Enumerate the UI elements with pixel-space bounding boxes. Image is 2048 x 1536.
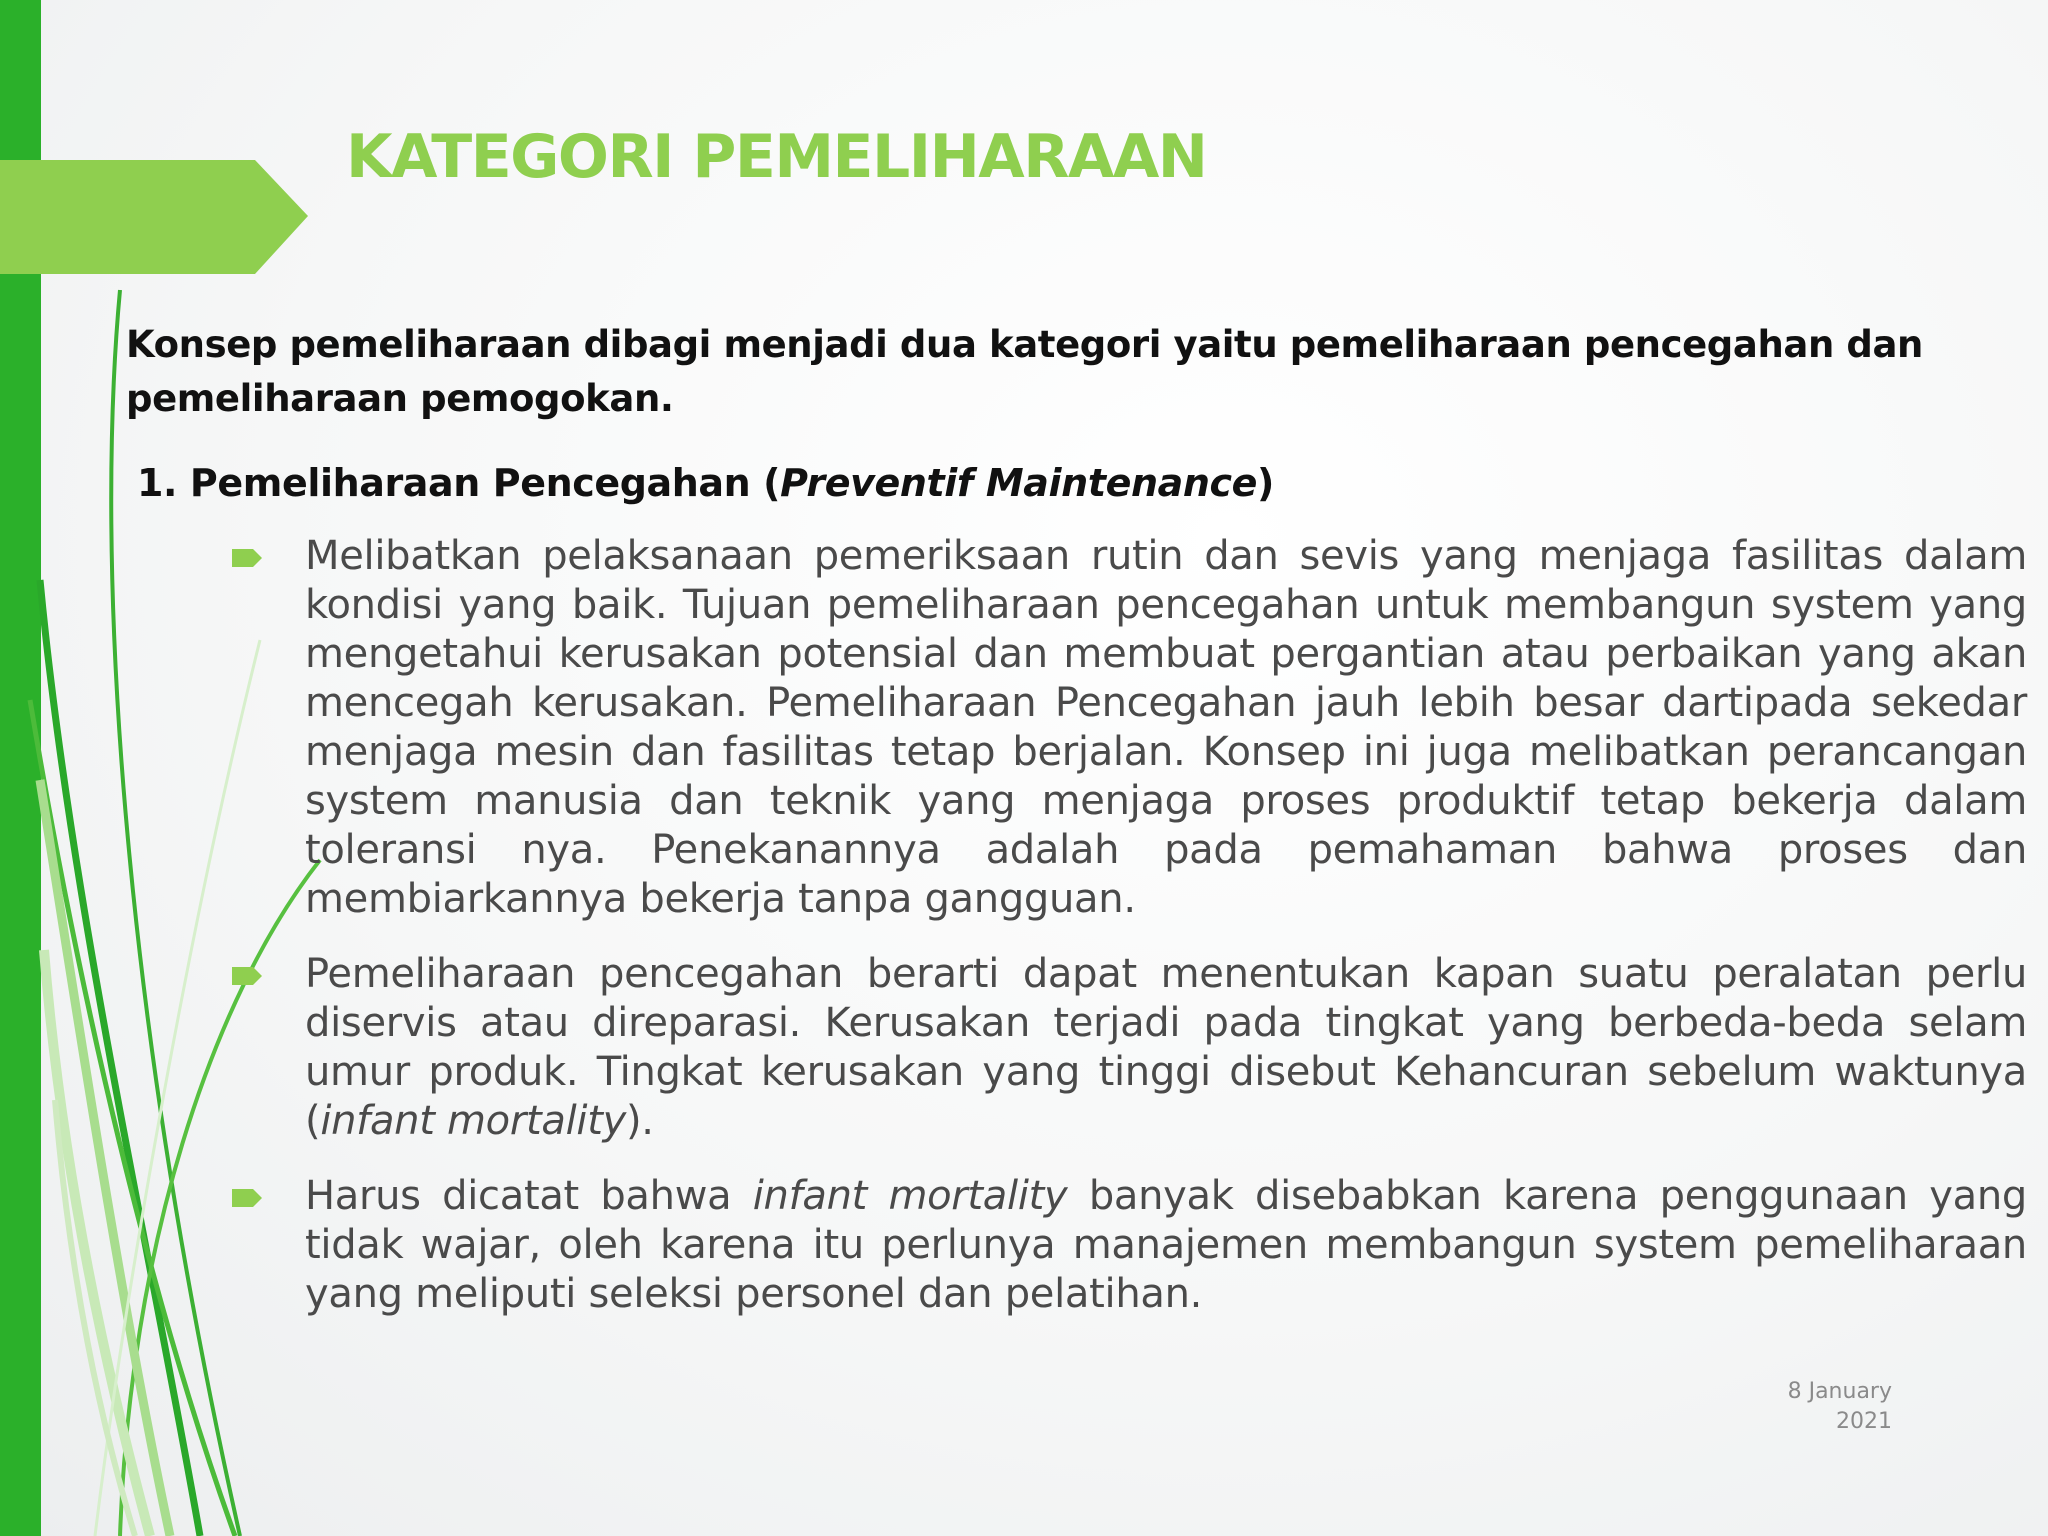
list-item (232, 532, 2027, 924)
intro-paragraph: Konsep pemeliharaan dibagi menjadi dua kategori yaitu pemeliharaan pencegahan dan pemeliharaan pemogokan. (126, 323, 1923, 420)
arrow-bullet-icon (232, 549, 262, 567)
bullet-3-text-b: banyak disebabkan karena penggunaan yang tidak wajar, oleh karena itu perlunya manajemen membangun system pemeliharaan yang meliputi seleksi personel dan pelatihan. (305, 1173, 2027, 1317)
arrow-bullet-icon (232, 1189, 262, 1207)
bullet-3-text-a: Harus dicatat bahwa (305, 1173, 753, 1219)
section-heading (137, 456, 1274, 510)
bullet-2-italic: infant mortality (320, 1098, 626, 1144)
section-title-italic: Preventif Maintenance (780, 461, 1258, 505)
date-line-1: 8 January (1787, 1379, 1892, 1404)
bullet-3-italic: infant mortality (752, 1173, 1068, 1219)
section-number: 1. (137, 461, 178, 505)
bullet-2-text-b: ). (625, 1098, 654, 1144)
date-footer (1788, 1377, 1892, 1437)
list-item (232, 950, 2027, 1146)
date-line-2: 2021 (1836, 1409, 1892, 1434)
bullet-text-2 (305, 950, 2027, 1146)
section-title-end: ) (1257, 461, 1274, 505)
bullet-2-text-a: Pemeliharaan pencegahan berarti dapat menentukan kapan suatu peralatan perlu diservis atau direparasi. Kerusakan terjadi pada tingkat yang berbeda-beda selam umur produk. Tingkat kerusakan yang tinggi disebut Kehancuran sebelum waktunya ( (305, 951, 2027, 1144)
list-item (232, 1172, 2027, 1319)
bullet-text-3 (305, 1172, 2027, 1319)
arrow-bullet-icon (232, 967, 262, 985)
bullet-text-1: Melibatkan pelaksanaan pemeriksaan rutin dan sevis yang menjaga fasilitas dalam kondisi yang baik. Tujuan pemeliharaan pencegahan untuk membangun system yang mengetahui kerusakan potensial dan membuat pergantian atau perbaikan yang akan mencegah kerusakan. Pemeliharaan Pencegahan jauh lebih besar dartipada sekedar menjaga mesin dan fasilitas tetap berjalan. Konsep ini juga melibatkan perancangan system manusia dan teknik yang menjaga proses produktif tetap bekerja dalam toleransi nya. Penekanannya adalah pada pemahaman bahwa proses dan membiarkannya bekerja tanpa gangguan. (305, 533, 2027, 922)
section-title: Pemeliharaan Pencegahan ( (189, 461, 781, 505)
bullet-list (232, 532, 2027, 1345)
slide-title: KATEGORI PEMELIHARAAN (346, 122, 1207, 192)
